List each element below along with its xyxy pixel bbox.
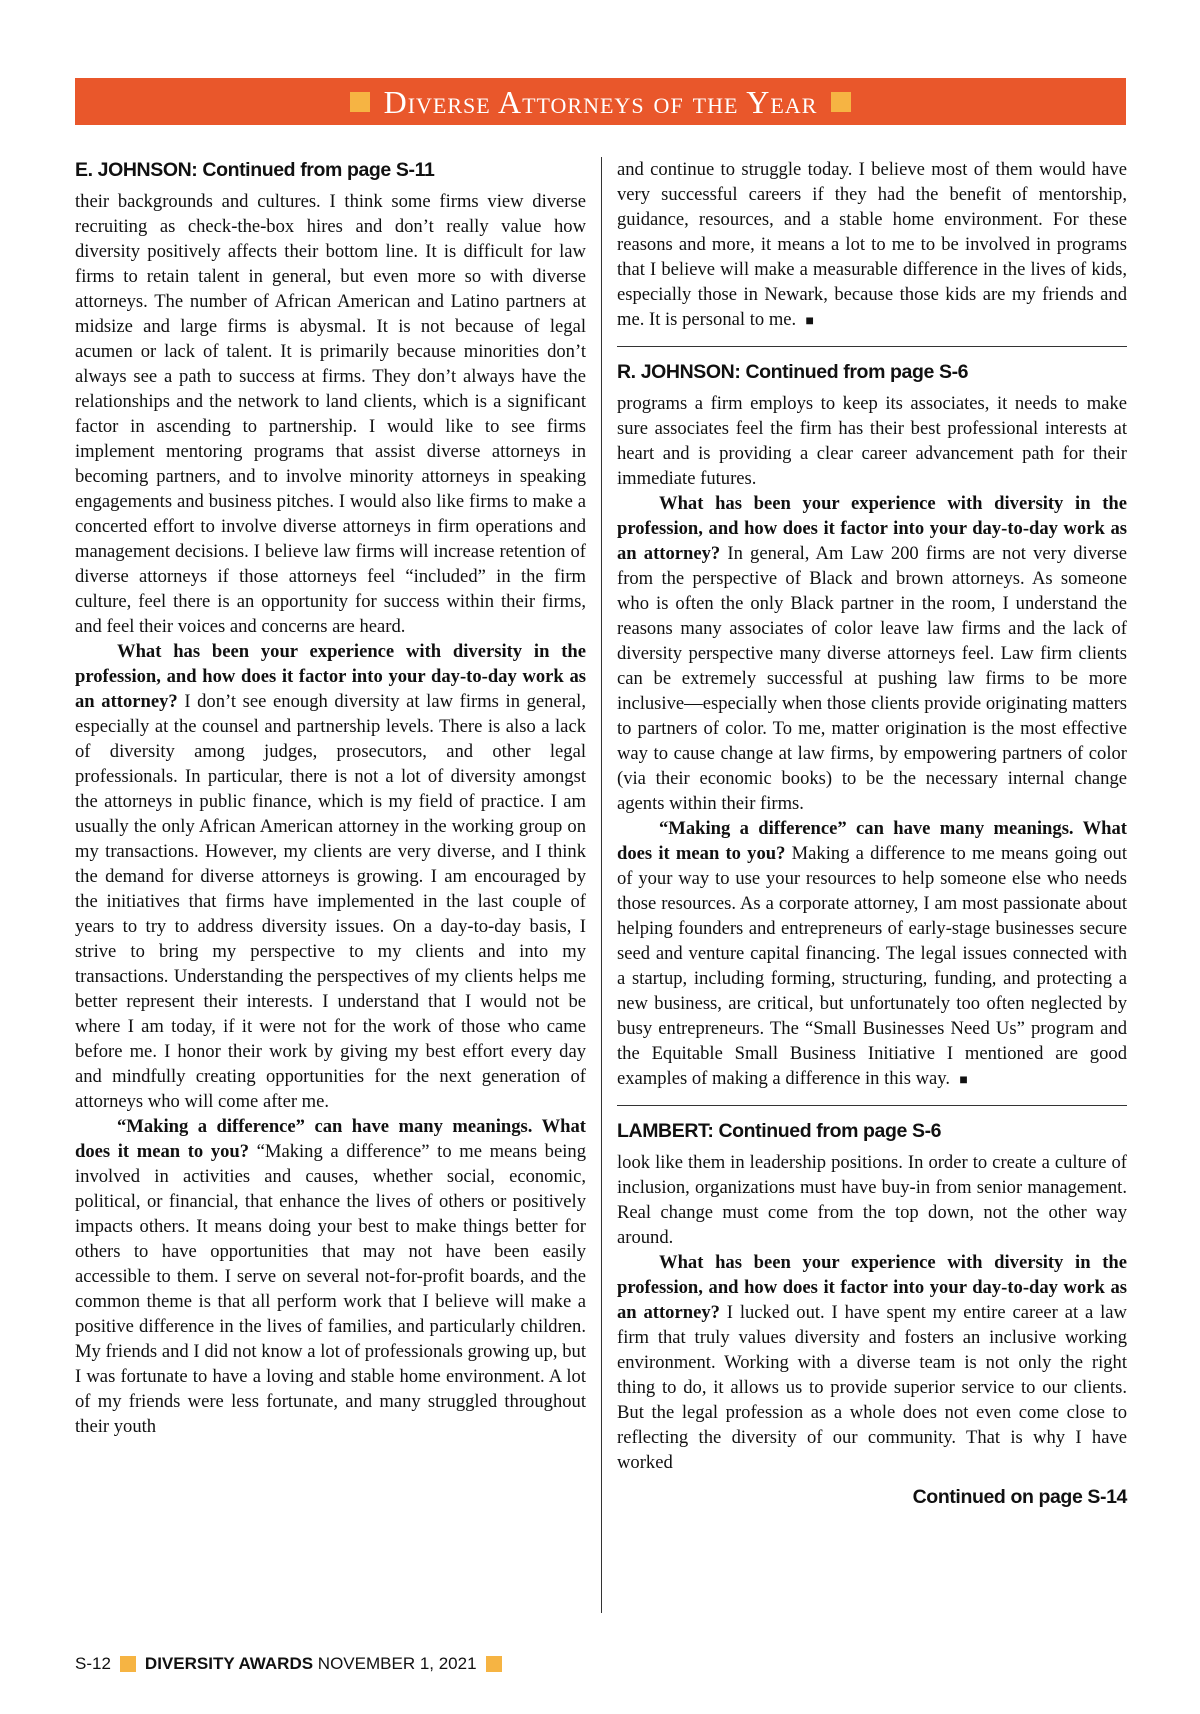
end-mark-icon: ■ (959, 1073, 968, 1088)
question: What has been your experience with diversity in the profession, and how does it factor into your day-to-day work as an attorney? (75, 641, 586, 712)
continued-heading: LAMBERT: Continued from page S-6 (617, 1120, 942, 1142)
paragraph (75, 1114, 586, 1439)
answer: Making a difference to me means going out of your way to use your resources to help someone else who needs those resources. As a corporate attorney, I am most passionate about helping founders and entrepreneurs of early-stage businesses secure seed and venture capital financing. The legal issues connected with a startup, including forming, structuring, funding, and protecting a new business, are critical, but unfortunately too often neglected by busy entrepreneurs. The “Small Businesses Need Us” program and the Equitable Small Business Initiative I mentioned are good examples of making a difference in this way. (617, 843, 1127, 1089)
square-icon (486, 1656, 502, 1672)
paragraph: programs a firm employs to keep its associates, it needs to make sure associates feel the firm has their best professional interests at heart and is providing a clear career advancement path for their immediate futures. (617, 393, 1127, 489)
paragraph (617, 816, 1127, 1093)
paragraph (617, 157, 1127, 334)
section-banner (75, 78, 1126, 125)
end-mark-icon: ■ (805, 314, 814, 329)
square-icon (350, 92, 370, 112)
answer: I lucked out. I have spent my entire career at a law firm that truly values diversity and fosters an inclusive working environment. Working with a diverse team is not only the right thing to do, it allows us to provide superior service to our clients. But the legal profession as a whole does not even come close to reflecting the diversity of our community. That is why I have worked (617, 1302, 1127, 1473)
right-column (617, 157, 1127, 1510)
question: What has been your experience with diversity in the profession, and how does it factor into your day-to-day work as an attorney? (617, 493, 1127, 564)
divider (617, 1105, 1127, 1106)
paragraph (617, 1250, 1127, 1475)
paragraph (75, 639, 586, 1114)
column-divider (601, 157, 602, 1613)
continued-on-link: Continued on page S-14 (912, 1486, 1127, 1508)
divider (617, 346, 1127, 347)
publication-date: NOVEMBER 1, 2021 (317, 1654, 477, 1673)
answer: “Making a difference” to me means being involved in activities and causes, whether social, economic, political, or financial, that enhance the lives of others or positively impacts others. It means doing your best to make things better for others to have opportunities that may not have been easily accessible to them. I serve on several not-for-profit boards, and the common theme is that all perform work that I believe will make a positive difference in the lives of families, and particularly children. My friends and I did not know a lot of professionals growing up, but I was fortunate to have a loving and stable home environment. A lot of my friends were less fortunate, and many struggled throughout their youth (75, 1141, 586, 1437)
question: What has been your experience with diversity in the profession, and how does it factor into your day-to-day work as an attorney? (617, 1252, 1127, 1323)
answer: I don’t see enough diversity at law firms in general, especially at the counsel and partnership levels. There is also a lack of diversity among judges, prosecutors, and other legal professionals. In particular, there is not a lot of diversity amongst the attorneys in public finance, which is my field of practice. I am usually the only African American attorney in the working group on my transactions. However, my clients are very diverse, and I think the demand for diverse attorneys is growing. I am encouraged by the initiatives that firms have implemented in the last couple of years to try to address diversity issues. On a day-to-day basis, I strive to bring my perspective to my clients and into my transactions. Understanding the perspectives of my clients helps me better represent their interests. I understand that I would not be where I am today, if it were not for the work of those who came before me. I honor their work by giving my best effort every day and mindfully creating opportunities for the next generation of attorneys who will come after me. (75, 691, 586, 1112)
left-column (75, 157, 586, 1439)
square-icon (831, 92, 851, 112)
page-footer (75, 1654, 511, 1674)
continued-heading: R. JOHNSON: Continued from page S-6 (617, 361, 969, 383)
square-icon (120, 1656, 136, 1672)
paragraph: look like them in leadership positions. In order to create a culture of inclusion, organizations must have buy-in from senior management. Real change must come from the top down, not the other way around. (617, 1152, 1127, 1248)
page-number: S-12 (75, 1654, 111, 1673)
paragraph (617, 491, 1127, 816)
paragraph-text: and continue to struggle today. I believe most of them would have very successful careers if they had the benefit of mentorship, guidance, resources, and a stable home environment. For these reasons and more, it means a lot to me to be involved in programs that I believe will make a measurable difference in the lives of kids, especially those in Newark, because those kids are my friends and me. It is personal to me. (617, 159, 1127, 330)
question: “Making a difference” can have many meanings. What does it mean to you? (75, 1116, 586, 1162)
continued-heading: E. JOHNSON: Continued from page S-11 (75, 159, 435, 181)
banner-title: Diverse Attorneys of the Year (383, 83, 818, 120)
answer: In general, Am Law 200 firms are not very diverse from the perspective of Black and brown attorneys. As someone who is often the only Black partner in the room, I understand the reasons many associates of color leave law firms and the lack of diversity perspective many diverse attorneys feel. Law firm clients can be extremely successful at pushing law firms to be more inclusive—especially when those clients provide originating matters to partners of color. To me, matter origination is the most effective way to cause change at law firms, by empowering partners of color (via their economic books) to be the necessary internal change agents within their firms. (617, 543, 1127, 814)
publication-name: DIVERSITY AWARDS (144, 1654, 314, 1673)
question: “Making a difference” can have many meanings. What does it mean to you? (617, 818, 1127, 864)
paragraph: their backgrounds and cultures. I think some firms view diverse recruiting as check-the-box hires and don’t really value how diversity positively affects their bottom line. It is difficult for law firms to retain talent in general, but even more so with diverse attorneys. The number of African American and Latino partners at midsize and large firms is abysmal. It is not because of legal acumen or lack of talent. It is primarily because minorities don’t always see a path to success at firms. They don’t always have the relationships and the network to land clients, which is a significant factor in ascending to partnership. I would like to see firms implement mentoring programs that assist diverse attorneys in becoming partners, and to involve minority attorneys in speaking engagements and business pitches. I would also like firms to make a concerted effort to involve diverse attorneys in firm operations and management decisions. I believe law firms will increase retention of diverse attorneys if those attorneys feel “included” in the firm culture, feel there is an opportunity for success within their firms, and feel their voices and concerns are heard. (75, 191, 586, 637)
